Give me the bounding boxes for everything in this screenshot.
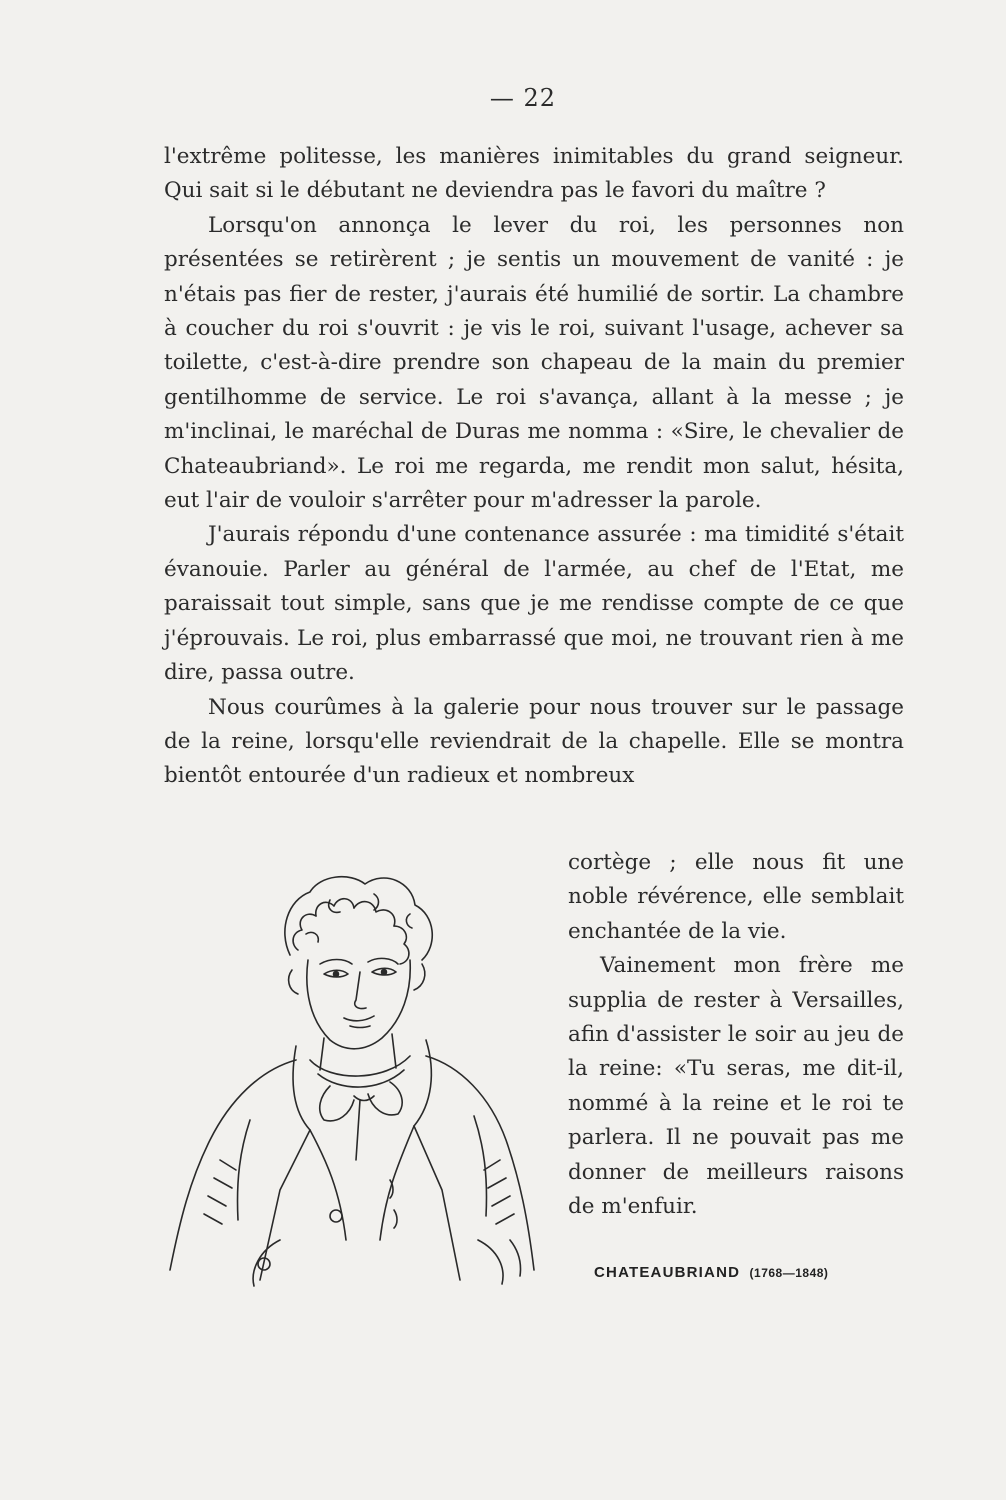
chateaubriand-portrait bbox=[160, 860, 555, 1290]
main-text bbox=[164, 140, 904, 794]
wrapped-text bbox=[568, 846, 904, 1224]
paragraph-2: Lorsqu'on annonça le lever du roi, les personnes non présentées se retirèrent ; je sentis un mouvement de vanité : je n'étais pas fier de rester, j'aurais été humilié de sortir. La chambre à coucher du roi s'ouvrit : je vis le roi, suivant l'usage, achever sa toilette, c'est-à-dire prendre son chapeau de la main du premier gentilhomme de service. Le roi s'avança, allant à la messe ; je m'inclinai, le maréchal de Duras me nomma : «Sire, le chevalier de Chateaubriand». Le roi me regarda, me rendit mon salut, hésita, eut l'air de vouloir s'arrêter pour m'adresser la parole. bbox=[164, 212, 904, 514]
paragraph-4-continued: cortège ; elle nous fit une noble révérence, elle semblait enchantée de la vie. bbox=[568, 850, 904, 944]
caption-name: CHATEAUBRIAND bbox=[594, 1264, 741, 1281]
caption-dates: (1768—1848) bbox=[749, 1266, 829, 1280]
portrait-caption bbox=[594, 1264, 828, 1281]
paragraph-3: J'aurais répondu d'une contenance assurée : ma timidité s'était évanouie. Parler au général de l'armée, au chef de l'Etat, me paraissait tout simple, sans que je me rendisse compte de ce que j'éprouvais. Le roi, plus embarrassé que moi, ne trouvant rien à me dire, passa outre. bbox=[164, 522, 904, 686]
paragraph-5: Vainement mon frère me supplia de rester à Versailles, afin d'assister le soir au jeu de la reine: «Tu seras, me dit-il, nommé à la reine et le roi te parlera. Il ne pouvait pas me donner de meilleurs raisons de m'enfuir. bbox=[568, 953, 904, 1220]
paragraph-1: l'extrême politesse, les manières inimitables du grand seigneur. Qui sait si le débutant ne deviendra pas le favori du maître ? bbox=[164, 144, 904, 204]
page-number: — 22 bbox=[489, 84, 557, 112]
paragraph-4: Nous courûmes à la galerie pour nous trouver sur le passage de la reine, lorsqu'elle reviendrait de la chapelle. Elle se montra bientôt entourée d'un radieux et nombreux bbox=[164, 694, 904, 789]
